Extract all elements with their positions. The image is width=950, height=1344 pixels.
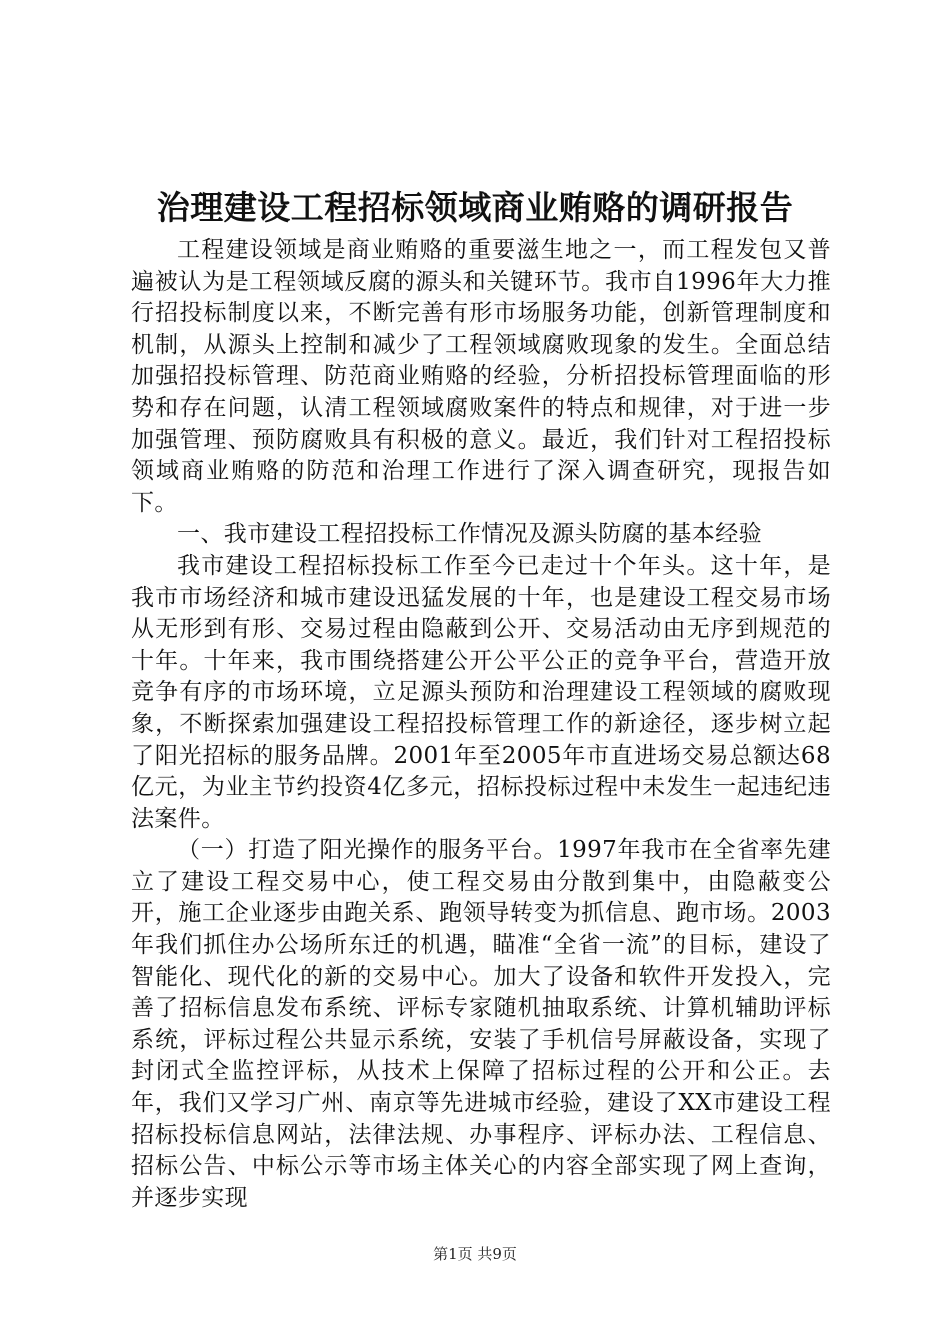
document-body — [131, 235, 831, 1214]
document-title: 治理建设工程招标领域商业贿赂的调研报告 — [156, 188, 794, 227]
paragraph-subsection-1: （一）打造了阳光操作的服务平台。1997年我市在全省率先建立了建设工程交易中心，使工程交易由分散到集中，由隐蔽变公开，施工企业逐步由跑关系、跑领导转变为抓信息、跑市场。2003年我们抓住办公场所东迁的机遇，瞄准“全省一流”的目标，建设了智能化、现代化的新的交易中心。加大了设备和软件开发投入，完善了招标信息发布系统、评标专家随机抽取系统、计算机辅助评标系统，评标过程公共显示系统，安装了手机信号屏蔽设备，实现了封闭式全监控评标，从技术上保障了招标过程的公开和公正。去年，我们又学习广州、南京等先进城市经验，建设了XX市建设工程招标投标信息网站，法律法规、办事程序、评标办法、工程信息、招标公告、中标公示等市场主体关心的内容全部实现了网上查询，并逐步实现 — [131, 837, 831, 1211]
paragraph-overview: 我市建设工程招标投标工作至今已走过十个年头。这十年，是我市市场经济和城市建设迅猛发展的十年，也是建设工程交易市场从无形到有形、交易过程由隐蔽到公开、交易活动由无序到规范的十年。十年来，我市围绕搭建公开公平公正的竞争平台，营造开放竞争有序的市场环境，立足源头预防和治理建设工程领域的腐败现象，不断探索加强建设工程招投标管理工作的新途径，逐步树立起了阳光招标的服务品牌。2001年至2005年市直进场交易总额达68亿元，为业主节约投资4亿多元，招标投标过程中未发生一起违纪违法案件。 — [131, 552, 831, 832]
section-heading-1: 一、我市建设工程招投标工作情况及源头防腐的基本经验 — [177, 521, 762, 548]
paragraph-intro: 工程建设领域是商业贿赂的重要滋生地之一，而工程发包又普遍被认为是工程领域反腐的源头和关键环节。我市自1996年大力推行招投标制度以来，不断完善有形市场服务功能，创新管理制度和机制，从源头上控制和减少了工程领域腐败现象的发生。全面总结加强招投标管理、防范商业贿赂的经验，分析招投标管理面临的形势和存在问题，认清工程领域腐败案件的特点和规律，对于进一步加强管理、预防腐败具有积极的意义。最近，我们针对工程招投标领域商业贿赂的防范和治理工作进行了深入调查研究，现报告如下。 — [131, 237, 831, 516]
page-footer: 第1页 共9页 — [433, 1245, 517, 1263]
